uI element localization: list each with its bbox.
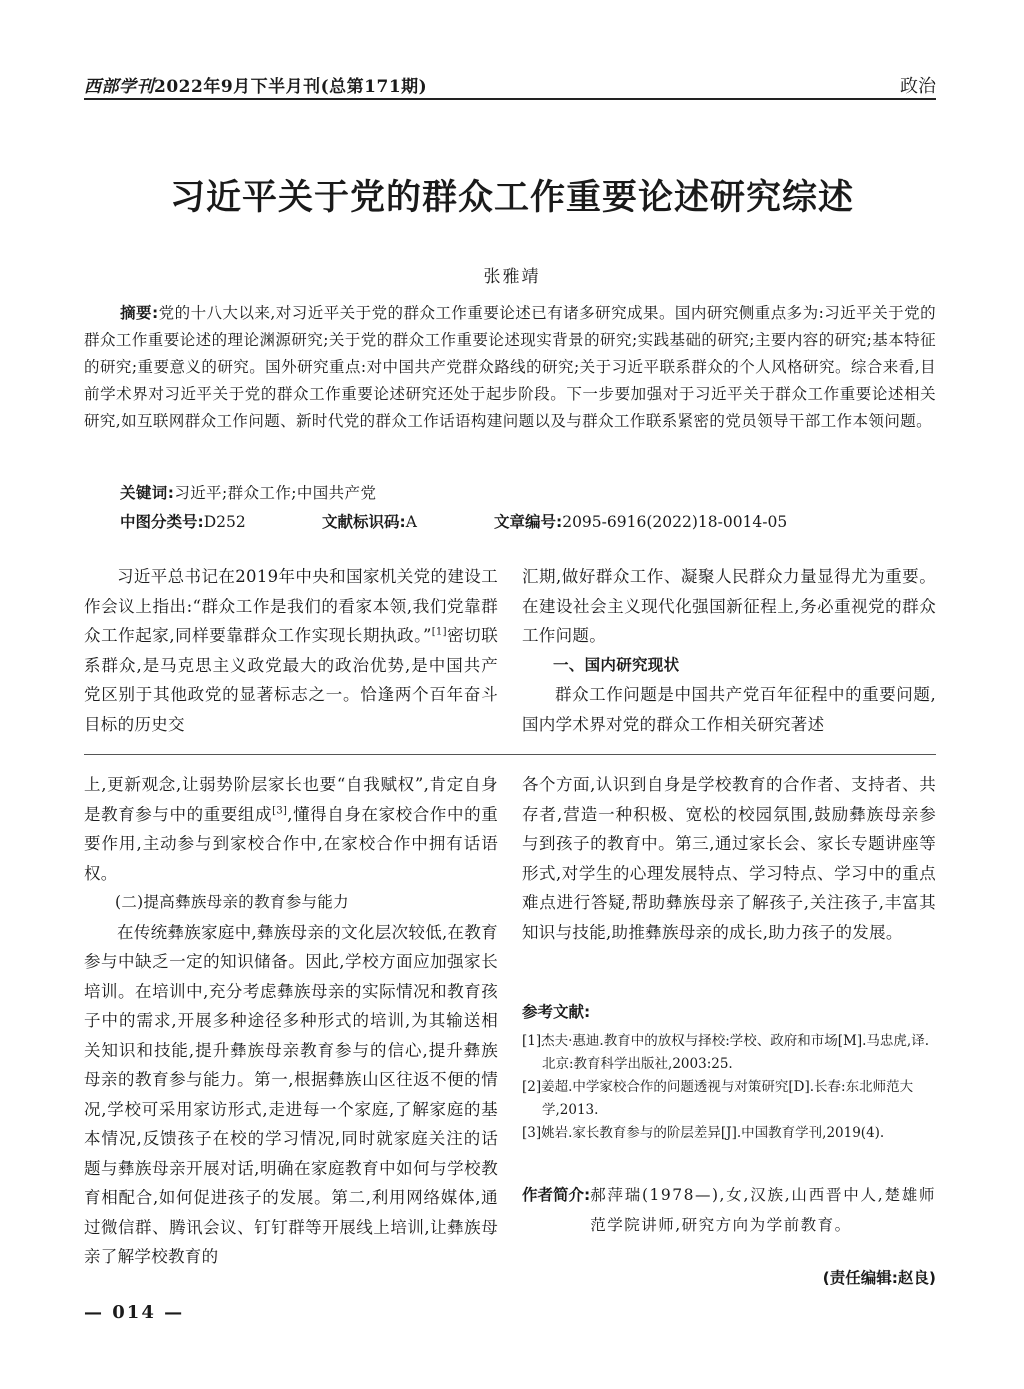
issue-info: 2022年9月下半月刊(总第171期) [154, 77, 428, 97]
article-number [494, 510, 787, 532]
page-number: — 014 — [84, 1302, 185, 1323]
bio-label: 作者简介: [522, 1186, 591, 1204]
lower-column-left [84, 770, 498, 1272]
lower-text-a: 上,更新观念,让弱势阶层家长也要“自我赋权”,肯定自身是教育参与中的重要组成 [84, 775, 498, 824]
reference-item: [2]姜超.中学家校合作的问题透视与对策研究[D].长春:东北师范大学,2013. [522, 1079, 914, 1118]
abstract-text: 党的十八大以来,对习近平关于党的群众工作重要论述已有诸多研究成果。国内研究侧重点多为:习近平关于党的群众工作重要论述的理论渊源研究;关于党的群众工作重要论述现实背景的研究;实践基础的研究;主要内容的研究;基本特征的研究;重要意义的研究。国外研究重点:对中国共产党群众路线的研究;关于习近平联系群众的个人风格研究。综合来看,目前学术界对习近平关于党的群众工作重要论述研究还处于起步阶段。下一步要加强对于习近平关于群众工作重要论述相关研究,如互联网群众工作问题、新时代党的群众工作话语构建问题以及与群众工作联系紧密的党员领导干部工作本领问题。 [84, 304, 936, 430]
references-list [522, 1030, 936, 1145]
article-author: 张雅靖 [483, 267, 541, 287]
section-heading-1: 一、国内研究现状 [553, 655, 680, 674]
keywords-text: 习近平;群众工作;中国共产党 [174, 484, 377, 502]
lower-paragraph-3: 各个方面,认识到自身是学校教育的合作者、支持者、共存者,营造一种积极、宽松的校园氛围,鼓励彝族母亲参与到孩子的教育中。第三,通过家长会、家长专题讲座等形式,对学生的心理发展特点、学习特点、学习中的重点难点进行答疑,帮助彝族母亲了解孩子,关注孩子,丰富其知识与技能,助推彝族母亲的成长,助力孩子的发展。 [522, 775, 936, 942]
running-header [84, 72, 427, 97]
author-bio [522, 1180, 936, 1240]
keywords [120, 481, 376, 503]
article-title: 习近平关于党的群众工作重要论述研究综述 [169, 177, 854, 218]
article-label: 文章编号: [494, 513, 563, 531]
subsection-heading: (二)提高彝族母亲的教育参与能力 [115, 893, 349, 911]
lower-paragraph-2: 在传统彝族家庭中,彝族母亲的文化层次较低,在教育参与中缺乏一定的知识储备。因此,学校方面应加强家长培训。在培训中,充分考虑彝族母亲的实际情况和教育孩子中的需求,开展多种途径多种形式的培训,为其输送相关知识和技能,提升彝族母亲教育参与的信心,提升彝族母亲的教育参与能力。第一,根据彝族山区往返不便的情况,学校可采用家访形式,走进每一个家庭,了解家庭的基本情况,反馈孩子在校的学习情况,同时就家庭关注的话题与彝族母亲开展对话,明确在家庭教育中如何与学校教育相配合,如何促进孩子的发展。第二,利用网络媒体,通过微信群、腾讯会议、钉钉群等开展线上培训,让彝族母亲了解学校教育的 [84, 922, 498, 1266]
intro-paragraph [84, 562, 498, 739]
reference-item: [3]姚岩.家长教育参与的阶层差异[J].中国教育学刊,2019(4). [522, 1125, 885, 1141]
upper-column-left [84, 562, 498, 739]
lower-column-right [522, 770, 936, 947]
reference-item: [1]杰夫·惠迪.教育中的放权与择校:学校、政府和市场[M].马忠虎,译.北京:教育科学出版社,2003:25. [522, 1033, 929, 1072]
lower-paragraph-1 [84, 770, 498, 888]
intro-text-b: 密切联系群众,是马克思主义政党最大的政治优势,是中国共产党区别于其他政党的显著标志之一。恰逢两个百年奋斗目标的历史交 [84, 626, 499, 734]
lower-text-b: ,懂得自身在家校合作中的重要作用,主动参与到家校合作中,在家校合作中拥有话语权。 [84, 804, 498, 883]
document-code [322, 510, 417, 532]
intro-text-a: 习近平总书记在2019年中央和国家机关党的建设工作会议上指出:“群众工作是我们的看家本领,我们党靠群众工作起家,同样要靠群众工作实现长期执政。” [84, 567, 498, 645]
clc-value: D252 [203, 513, 246, 531]
citation-1: [1] [431, 626, 447, 638]
intro-continuation: 汇期,做好群众工作、凝聚人民群众力量显得尤为重要。在建设社会主义现代化强国新征程上,务必重视党的群众工作问题。 [522, 567, 936, 645]
section-divider [84, 754, 936, 755]
references-heading: 参考文献: [522, 1003, 591, 1021]
clc-label: 中图分类号: [120, 513, 204, 531]
journal-logo: 西部学刊 [84, 77, 154, 97]
abstract-label: 摘要: [120, 304, 159, 322]
bio-text: 郝萍瑞(1978—),女,汉族,山西晋中人,楚雄师范学院讲师,研究方向为学前教育。 [590, 1186, 936, 1234]
article-value: 2095-6916(2022)18-0014-05 [562, 513, 788, 531]
doc-value: A [405, 513, 417, 531]
upper-column-right [522, 562, 936, 739]
clc-code [120, 510, 246, 532]
section-1-paragraph: 群众工作问题是中国共产党百年征程中的重要问题,国内学术界对党的群众工作相关研究著述 [522, 685, 936, 734]
abstract [84, 300, 936, 435]
doc-label: 文献标识码: [322, 513, 406, 531]
section-name: 政治 [900, 76, 936, 97]
responsible-editor: (责任编辑:赵良) [822, 1269, 936, 1287]
citation-3: [3] [272, 805, 288, 816]
keywords-label: 关键词: [120, 484, 175, 502]
header-rule [84, 98, 936, 100]
